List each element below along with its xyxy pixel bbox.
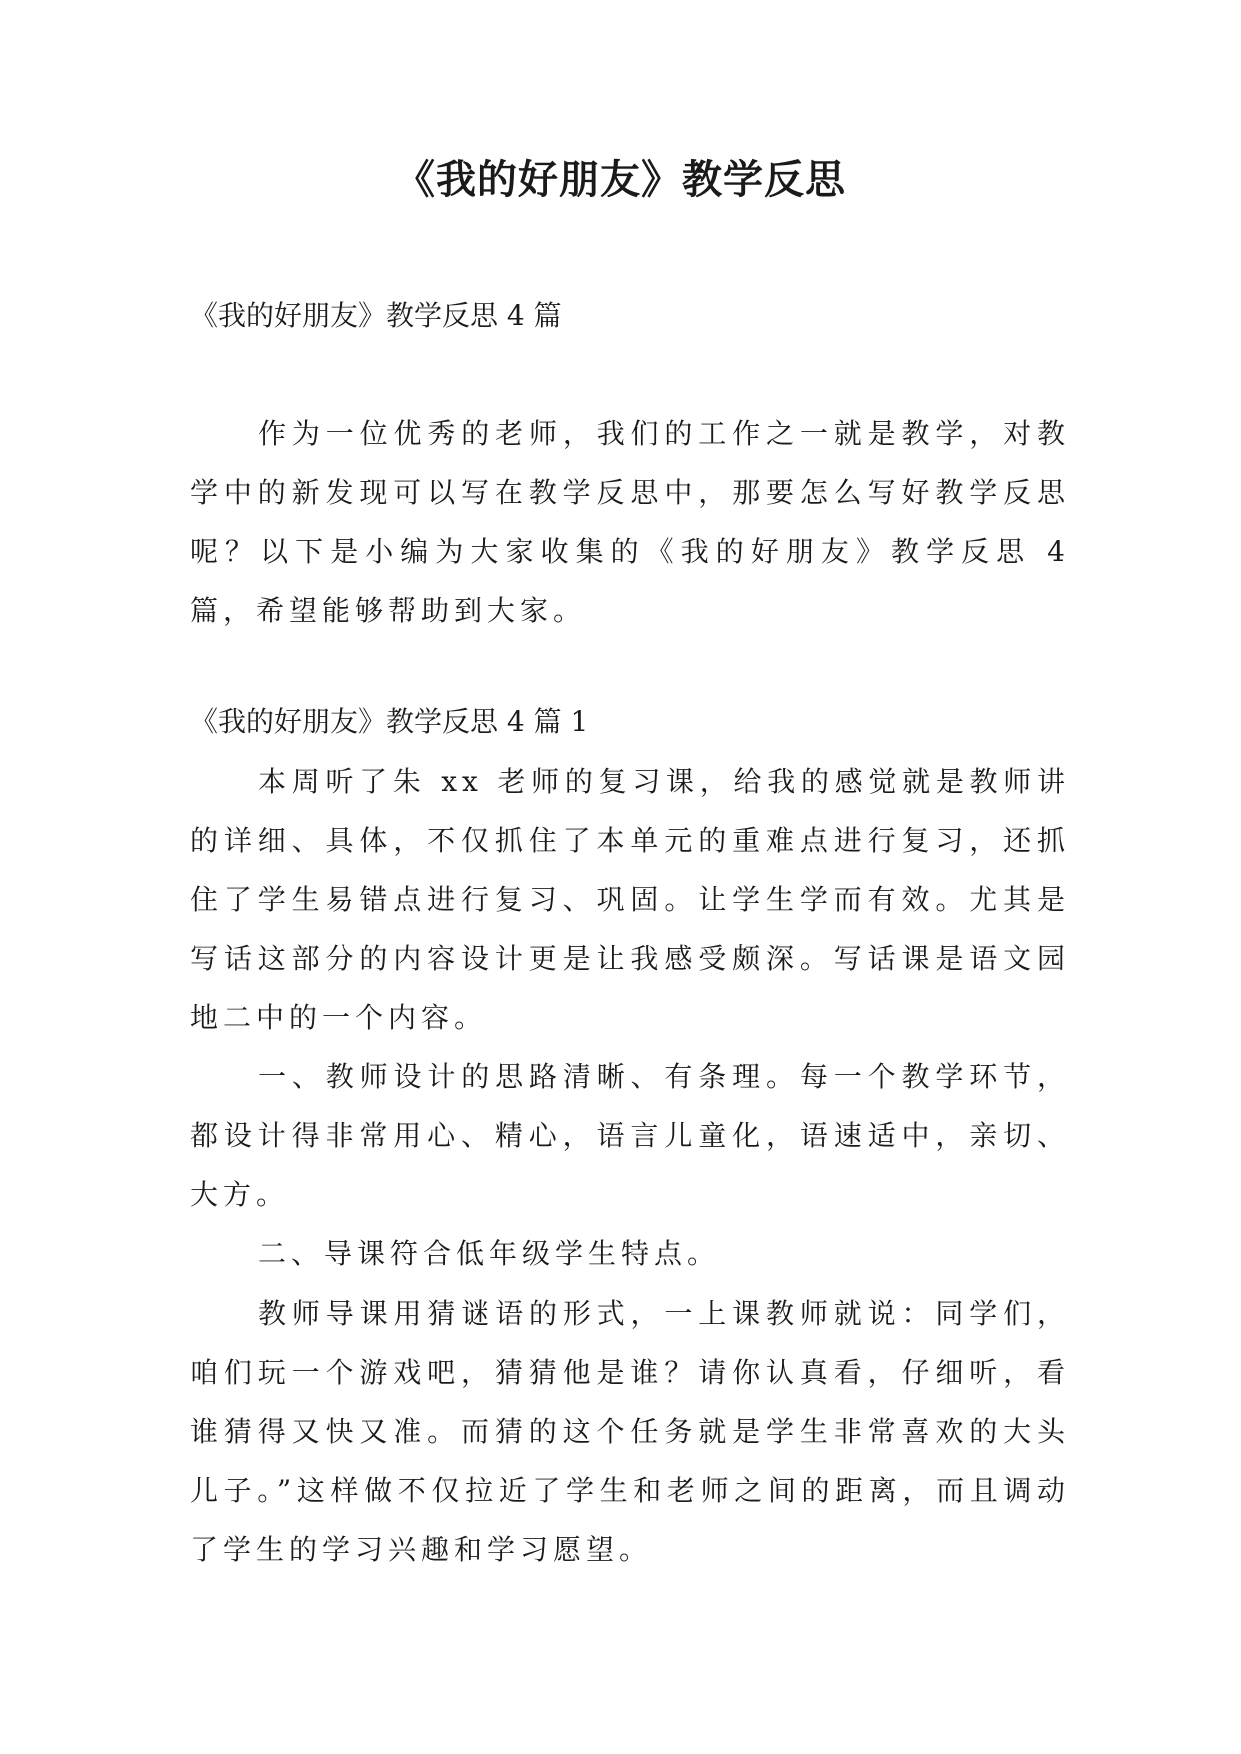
document-title: 《我的好朋友》教学反思 bbox=[395, 156, 846, 203]
document-subtitle: 《我的好朋友》教学反思 4 篇 bbox=[190, 299, 562, 332]
body-paragraph: 本周听了朱 xx 老师的复习课，给我的感觉就是教师讲的详细、具体，不仅抓住了本单元的重难点进行复习，还抓住了学生易错点进行复习、巩固。让学生学而有效。尤其是写话这部分的内容设计更是让我感受颇深。写话课是语文园地二中的一个内容。 bbox=[190, 765, 1070, 1034]
body-paragraph: 二、导课符合低年级学生特点。 bbox=[258, 1237, 721, 1270]
body-paragraph: 一、教师设计的思路清晰、有条理。每一个教学环节，都设计得非常用心、精心，语言儿童化，语速适中，亲切、大方。 bbox=[190, 1060, 1070, 1211]
intro-paragraph: 作为一位优秀的老师，我们的工作之一就是教学，对教学中的新发现可以写在教学反思中，那要怎么写好教学反思呢？以下是小编为大家收集的《我的好朋友》教学反思 4 篇，希望能够帮助到大家。 bbox=[190, 417, 1070, 627]
section-heading: 《我的好朋友》教学反思 4 篇 1 bbox=[190, 705, 589, 738]
body-paragraph: 教师导课用猜谜语的形式，一上课教师就说：同学们，咱们玩一个游戏吧，猜猜他是谁？请你认真看，仔细听，看谁猜得又快又准。而猜的这个任务就是学生非常喜欢的大头儿子。”这样做不仅拉近了学生和老师之间的距离，而且调动了学生的学习兴趣和学习愿望。 bbox=[190, 1297, 1070, 1566]
